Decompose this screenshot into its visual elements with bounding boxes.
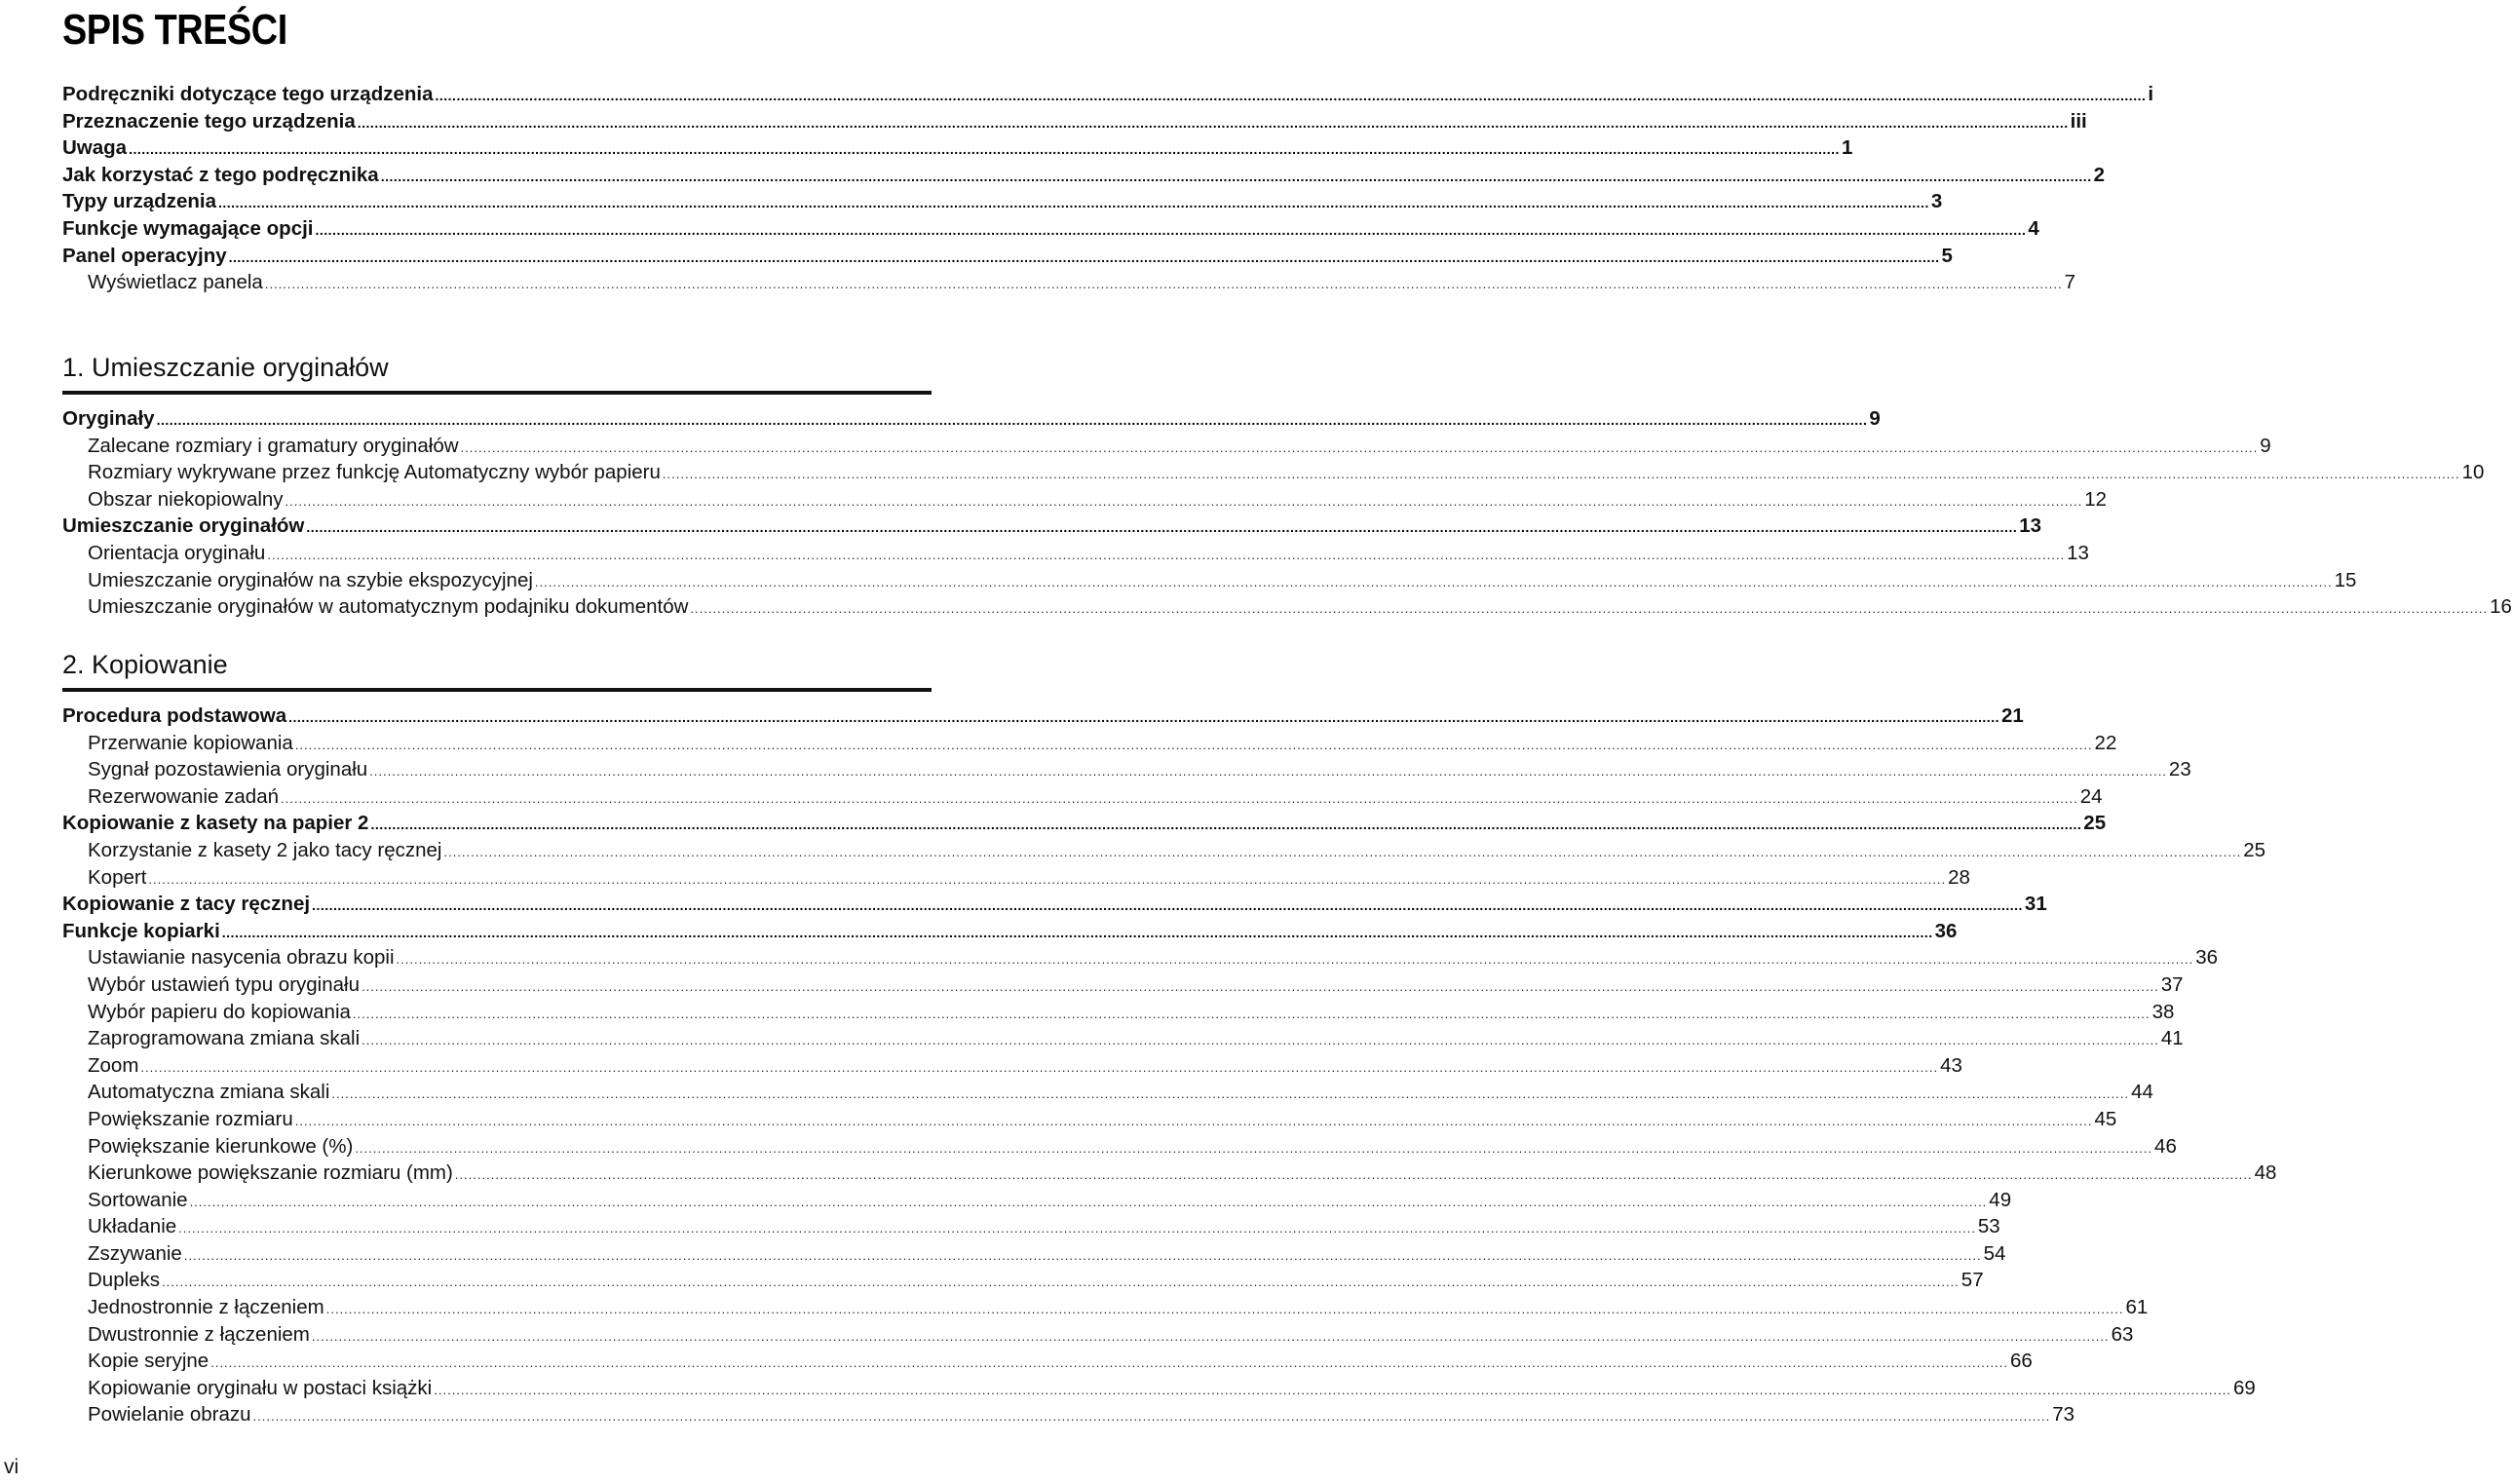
toc-entry-page-number: 23 <box>2168 758 2191 781</box>
dot-leader: ................................................................................................................................................................................................................................................................................................................................................................................................................ <box>162 1275 1960 1290</box>
chapter-heading-2: 2. Kopiowanie <box>62 650 932 692</box>
toc-entry[interactable] <box>62 972 2184 1001</box>
dot-leader: ................................................................................................................................................................................................................................................................................................................................................................................................................ <box>369 764 2167 780</box>
toc-entry-label: Panel operacyjny <box>62 244 227 267</box>
toc-entry[interactable] <box>62 919 1958 947</box>
toc-entry-page-number: 13 <box>2067 541 2089 564</box>
toc-entry-label: Zoom <box>88 1053 139 1077</box>
toc-entry-label: Przerwanie kopiowania <box>88 731 293 754</box>
dot-leader: ................................................................................................................................................................................................................................................................................................................................................................................................................ <box>370 817 2082 833</box>
dot-leader: ................................................................................................................................................................................................................................................................................................................................................................................................................ <box>315 221 2027 238</box>
toc-entry-page-number: 9 <box>1869 407 1881 430</box>
toc-entry-label: Dupleks <box>88 1269 161 1292</box>
toc-entry-page-number: 3 <box>1930 190 1943 213</box>
toc-entry[interactable] <box>62 109 2087 137</box>
toc-entry-label: Dwustronnie z łączeniem <box>88 1322 310 1346</box>
dot-leader: ................................................................................................................................................................................................................................................................................................................................................................................................................ <box>267 547 2066 562</box>
toc-entry-label: Umieszczanie oryginałów w automatycznym podajniku dokumentów <box>88 595 689 619</box>
toc-entry-page-number: 46 <box>2154 1134 2177 1158</box>
toc-entry[interactable] <box>62 812 2107 839</box>
toc-entry[interactable] <box>62 1027 2184 1054</box>
toc-entry-label: Zaprogramowana zmiana skali <box>88 1027 361 1050</box>
toc-entry[interactable] <box>62 514 2042 542</box>
toc-entry-label: Funkcje wymagające opcji <box>62 216 314 240</box>
toc-entry-page-number: 4 <box>2028 216 2039 240</box>
toc-entry[interactable] <box>62 1403 2075 1430</box>
toc-entry-page-number: 16 <box>2490 595 2512 619</box>
toc-chapter-1-section <box>62 407 2512 623</box>
toc-entry[interactable] <box>62 1053 1962 1082</box>
toc-entry-page-number: 5 <box>1941 244 1953 267</box>
toc-entry-page-number: 36 <box>1934 919 1958 942</box>
toc-entry-page-number: 25 <box>2243 838 2266 861</box>
toc-entry-label: Kopiowanie z tacy ręcznej <box>62 893 311 916</box>
toc-entry[interactable] <box>62 946 2219 973</box>
toc-entry[interactable] <box>62 216 2039 245</box>
toc-entry-page-number: 49 <box>1989 1188 2012 1211</box>
toc-entry[interactable] <box>62 136 1853 164</box>
toc-entry-label: Umieszczanie oryginałów na szybie ekspozycyjnej <box>88 568 533 591</box>
toc-entry-label: Funkcje kopiarki <box>62 919 220 942</box>
dot-leader: ................................................................................................................................................................................................................................................................................................................................................................................................................ <box>306 519 2018 536</box>
toc-entry[interactable] <box>62 1296 2149 1323</box>
toc-entry-page-number: 41 <box>2160 1027 2184 1050</box>
chapter-heading-1: 1. Umieszczanie oryginałów <box>62 353 932 395</box>
dot-leader: ................................................................................................................................................................................................................................................................................................................................................................................................................ <box>325 1302 2124 1317</box>
toc-entry[interactable] <box>62 487 2108 515</box>
toc-entry[interactable] <box>62 1241 2006 1270</box>
toc-entry-label: Kopie seryjne <box>88 1350 209 1373</box>
toc-chapter-2-section <box>62 704 2277 1430</box>
dot-leader: ................................................................................................................................................................................................................................................................................................................................................................................................................ <box>281 790 2078 806</box>
dot-leader: ................................................................................................................................................................................................................................................................................................................................................................................................................ <box>148 871 1947 887</box>
dot-leader: ................................................................................................................................................................................................................................................................................................................................................................................................................ <box>454 1167 2253 1183</box>
toc-entry[interactable] <box>62 1107 2117 1135</box>
toc-entry-page-number: 38 <box>2151 1000 2175 1023</box>
toc-entry-label: Rozmiary wykrywane przez funkcję Automatyczny wybór papieru <box>88 461 661 484</box>
toc-entry-label: Umieszczanie oryginałów <box>62 514 305 538</box>
dot-leader: ................................................................................................................................................................................................................................................................................................................................................................................................................ <box>352 1006 2150 1021</box>
toc-entry-label: Wybór papieru do kopiowania <box>88 1000 351 1023</box>
dot-leader: ................................................................................................................................................................................................................................................................................................................................................................................................................ <box>178 1221 1976 1237</box>
toc-entry[interactable] <box>62 1350 2033 1377</box>
toc-entry-label: Typy urządzenia <box>62 190 216 213</box>
toc-entry-page-number: 53 <box>1977 1215 2000 1238</box>
toc-entry-page-number: 9 <box>2260 434 2271 457</box>
toc-entry-page-number: 24 <box>2079 784 2103 808</box>
toc-entry[interactable] <box>62 1215 2000 1242</box>
page-folio: vi <box>4 1456 19 1478</box>
toc-entry-page-number: 25 <box>2083 812 2107 835</box>
dot-leader: ................................................................................................................................................................................................................................................................................................................................................................................................................ <box>140 1059 1939 1075</box>
toc-entry[interactable] <box>62 1376 2256 1404</box>
toc-entry-label: Powiększanie rozmiaru <box>88 1107 293 1130</box>
toc-entry-label: Jak korzystać z tego podręcznika <box>62 163 379 186</box>
toc-entry-label: Zalecane rozmiary i gramatury oryginałów <box>88 434 459 457</box>
toc-entry-label: Oryginały <box>62 407 155 430</box>
toc-entry-label: Korzystanie z kasety 2 jako tacy ręcznej <box>88 838 442 861</box>
dot-leader: ................................................................................................................................................................................................................................................................................................................................................................................................................ <box>189 1194 1988 1209</box>
dot-leader: ................................................................................................................................................................................................................................................................................................................................................................................................................ <box>210 1355 2008 1371</box>
dot-leader: ................................................................................................................................................................................................................................................................................................................................................................................................................ <box>690 601 2489 617</box>
toc-entry-label: Kopert <box>88 865 147 889</box>
toc-entry[interactable] <box>62 83 2154 110</box>
toc-entry-label: Kopiowanie z kasety na papier 2 <box>62 812 369 835</box>
toc-entry-label: Ustawianie nasycenia obrazu kopii <box>88 946 395 970</box>
toc-entry-page-number: 45 <box>2094 1107 2117 1130</box>
dot-leader: ................................................................................................................................................................................................................................................................................................................................................................................................................ <box>294 1113 2093 1128</box>
toc-entry-label: Wybór ustawień typu oryginału <box>88 972 360 996</box>
dot-leader: ................................................................................................................................................................................................................................................................................................................................................................................................................ <box>312 897 2023 914</box>
dot-leader: ................................................................................................................................................................................................................................................................................................................................................................................................................ <box>362 1033 2159 1048</box>
toc-entry-label: Podręczniki dotyczące tego urządzenia <box>62 83 434 105</box>
dot-leader: ................................................................................................................................................................................................................................................................................................................................................................................................................ <box>443 844 2242 859</box>
toc-entry-page-number: 22 <box>2094 731 2117 754</box>
toc-entry-page-number: 1 <box>1841 136 1853 160</box>
toc-entry-label: Zszywanie <box>88 1241 182 1265</box>
toc-entry-label: Jednostronnie z łączeniem <box>88 1296 324 1319</box>
toc-entry[interactable] <box>62 704 2024 732</box>
toc-entry-page-number: 73 <box>2052 1403 2075 1427</box>
dot-leader: ................................................................................................................................................................................................................................................................................................................................................................................................................ <box>217 195 1929 211</box>
toc-entry-label: Sortowanie <box>88 1188 188 1211</box>
toc-entry-page-number: 37 <box>2160 972 2184 996</box>
dot-leader: ................................................................................................................................................................................................................................................................................................................................................................................................................ <box>156 412 1868 428</box>
toc-entry[interactable] <box>62 434 2271 462</box>
toc-entry[interactable] <box>62 271 2075 298</box>
dot-leader: ................................................................................................................................................................................................................................................................................................................................................................................................................ <box>288 709 1999 725</box>
dot-leader: ................................................................................................................................................................................................................................................................................................................................................................................................................ <box>311 1328 2110 1344</box>
dot-leader: ................................................................................................................................................................................................................................................................................................................................................................................................................ <box>534 574 2333 590</box>
toc-entry-page-number: 15 <box>2334 568 2357 591</box>
toc-entry[interactable] <box>62 595 2512 623</box>
toc-entry-label: Procedura podstawowa <box>62 704 287 727</box>
toc-entry-page-number: 12 <box>2084 487 2108 511</box>
toc-entry[interactable] <box>62 893 2047 920</box>
dot-leader: ................................................................................................................................................................................................................................................................................................................................................................................................................ <box>294 737 2093 752</box>
toc-entry[interactable] <box>62 865 1970 894</box>
toc-entry-page-number: 36 <box>2195 946 2219 970</box>
toc-entry-page-number: 2 <box>2093 163 2105 186</box>
toc-entry-page-number: 10 <box>2461 461 2485 484</box>
dot-leader: ................................................................................................................................................................................................................................................................................................................................................................................................................ <box>380 168 2092 184</box>
toc-entry[interactable] <box>62 163 2105 191</box>
toc-entry-page-number: 31 <box>2024 893 2047 916</box>
toc-entry-page-number: 61 <box>2125 1296 2149 1319</box>
dot-leader: ................................................................................................................................................................................................................................................................................................................................................................................................................ <box>264 277 2063 292</box>
toc-entry[interactable] <box>62 407 1881 435</box>
toc-entry[interactable] <box>62 568 2357 596</box>
toc-entry-label: Uwaga <box>62 136 128 160</box>
dot-leader: ................................................................................................................................................................................................................................................................................................................................................................................................................ <box>435 88 2147 103</box>
toc-entry-page-number: 7 <box>2064 271 2075 294</box>
toc-entry-page-number: 44 <box>2131 1081 2153 1104</box>
toc-entry[interactable] <box>62 838 2266 866</box>
toc-entry-page-number: 48 <box>2254 1161 2277 1185</box>
toc-entry-page-number: i <box>2148 83 2154 105</box>
dot-leader: ................................................................................................................................................................................................................................................................................................................................................................................................................ <box>331 1086 2130 1102</box>
toc-entry-label: Obszar niekopiowalny <box>88 487 284 511</box>
toc-entry[interactable] <box>62 541 2089 569</box>
toc-entry-page-number: 54 <box>1983 1241 2006 1265</box>
toc-front-section <box>62 83 2154 298</box>
dot-leader: ................................................................................................................................................................................................................................................................................................................................................................................................................ <box>129 141 1840 158</box>
dot-leader: ................................................................................................................................................................................................................................................................................................................................................................................................................ <box>357 114 2069 131</box>
dot-leader: ................................................................................................................................................................................................................................................................................................................................................................................................................ <box>183 1247 1982 1263</box>
dot-leader: ................................................................................................................................................................................................................................................................................................................................................................................................................ <box>355 1140 2153 1156</box>
toc-entry[interactable] <box>62 1134 2177 1162</box>
dot-leader: ................................................................................................................................................................................................................................................................................................................................................................................................................ <box>396 952 2194 968</box>
toc-entry-page-number: 21 <box>2000 704 2024 727</box>
dot-leader: ................................................................................................................................................................................................................................................................................................................................................................................................................ <box>285 493 2083 509</box>
toc-entry[interactable] <box>62 1188 2012 1216</box>
dot-leader: ................................................................................................................................................................................................................................................................................................................................................................................................................ <box>252 1409 2051 1425</box>
dot-leader: ................................................................................................................................................................................................................................................................................................................................................................................................................ <box>221 924 1933 940</box>
toc-entry[interactable] <box>62 244 1953 272</box>
toc-entry[interactable] <box>62 1269 1984 1296</box>
toc-entry[interactable] <box>62 1322 2134 1351</box>
dot-leader: ................................................................................................................................................................................................................................................................................................................................................................................................................ <box>662 467 2460 482</box>
toc-entry-page-number: iii <box>2070 109 2087 133</box>
dot-leader: ................................................................................................................................................................................................................................................................................................................................................................................................................ <box>228 248 1940 265</box>
toc-entry-label: Orientacja oryginału <box>88 541 266 564</box>
toc-entry-label: Przeznaczenie tego urządzenia <box>62 109 356 133</box>
toc-entry-page-number: 13 <box>2019 514 2042 538</box>
toc-entry-label: Sygnał pozostawienia oryginału <box>88 758 368 781</box>
toc-entry[interactable] <box>62 1161 2277 1189</box>
toc-entry-page-number: 28 <box>1948 865 1970 889</box>
dot-leader: ................................................................................................................................................................................................................................................................................................................................................................................................................ <box>361 978 2159 994</box>
toc-entry-label: Powiększanie kierunkowe (%) <box>88 1134 354 1158</box>
dot-leader: ................................................................................................................................................................................................................................................................................................................................................................................................................ <box>434 1382 2231 1397</box>
toc-entry-label: Kierunkowe powiększanie rozmiaru (mm) <box>88 1161 453 1185</box>
toc-entry-label: Powielanie obrazu <box>88 1403 251 1427</box>
toc-entry-page-number: 43 <box>1940 1053 1962 1077</box>
toc-entry[interactable] <box>62 1000 2175 1028</box>
toc-entry-page-number: 66 <box>2009 1350 2033 1373</box>
toc-entry[interactable] <box>62 461 2485 488</box>
toc-entry-page-number: 63 <box>2111 1322 2134 1346</box>
page-title: SPIS TREŚCI <box>62 6 287 54</box>
toc-entry-page-number: 69 <box>2232 1376 2256 1399</box>
toc-entry-label: Automatyczna zmiana skali <box>88 1081 330 1104</box>
toc-entry[interactable] <box>62 784 2103 813</box>
toc-entry[interactable] <box>62 731 2117 759</box>
toc-entry-label: Rezerwowanie zadań <box>88 784 280 808</box>
toc-entry-label: Wyświetlacz panela <box>88 271 263 294</box>
toc-entry[interactable] <box>62 758 2191 785</box>
toc-entry[interactable] <box>62 1081 2153 1108</box>
dot-leader: ................................................................................................................................................................................................................................................................................................................................................................................................................ <box>460 439 2259 455</box>
toc-entry-label: Kopiowanie oryginału w postaci książki <box>88 1376 433 1399</box>
toc-entry-label: Układanie <box>88 1215 177 1238</box>
toc-entry-page-number: 57 <box>1960 1269 1984 1292</box>
toc-entry[interactable] <box>62 190 1943 217</box>
